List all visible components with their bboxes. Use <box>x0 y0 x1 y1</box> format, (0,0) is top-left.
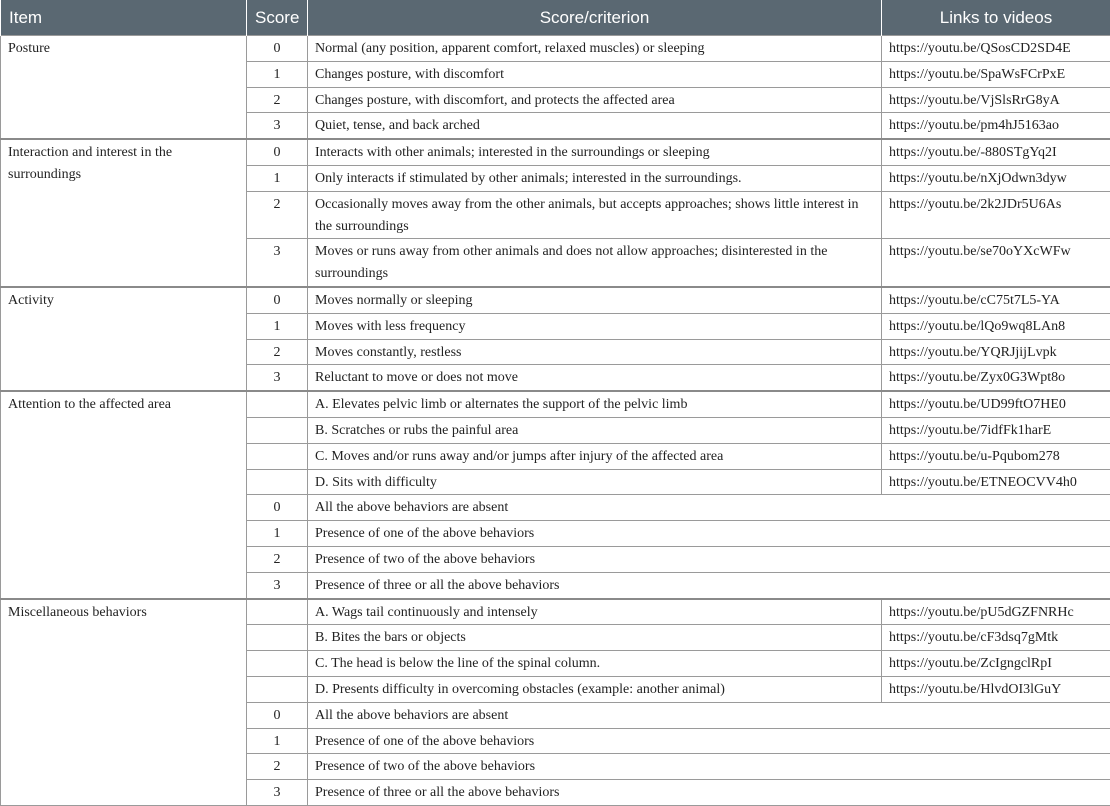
video-link[interactable]: https://youtu.be/cC75t7L5-YA <box>882 287 1110 313</box>
score-cell: 2 <box>247 191 308 239</box>
video-link[interactable]: https://youtu.be/lQo9wq8LAn8 <box>882 313 1110 339</box>
criterion-cell: Presence of three or all the above behaviors <box>308 780 1110 806</box>
video-link[interactable]: https://youtu.be/HlvdOI3lGuY <box>882 676 1110 702</box>
criterion-cell: All the above behaviors are absent <box>308 702 1110 728</box>
video-link[interactable]: https://youtu.be/pm4hJ5163ao <box>882 113 1110 139</box>
criterion-cell: Moves or runs away from other animals and does not allow approaches; disinterested in the surroundings <box>308 239 882 287</box>
score-cell: 3 <box>247 572 308 598</box>
video-link[interactable]: https://youtu.be/YQRJjijLvpk <box>882 339 1110 365</box>
score-cell: 1 <box>247 165 308 191</box>
criterion-cell: B. Scratches or rubs the painful area <box>308 417 882 443</box>
score-cell: 2 <box>247 87 308 113</box>
video-link[interactable]: https://youtu.be/VjSlsRrG8yA <box>882 87 1110 113</box>
criterion-cell: Only interacts if stimulated by other animals; interested in the surroundings. <box>308 165 882 191</box>
criterion-cell: Changes posture, with discomfort <box>308 61 882 87</box>
table-row <box>1 139 1110 165</box>
score-cell <box>247 625 308 651</box>
score-cell: 0 <box>247 495 308 521</box>
table-header <box>1 0 1110 36</box>
criterion-cell: A. Elevates pelvic limb or alternates the support of the pelvic limb <box>308 391 882 417</box>
video-link[interactable]: https://youtu.be/ETNEOCVV4h0 <box>882 469 1110 495</box>
criterion-cell: A. Wags tail continuously and intensely <box>308 599 882 625</box>
score-cell: 3 <box>247 239 308 287</box>
video-link[interactable]: https://youtu.be/cF3dsq7gMtk <box>882 625 1110 651</box>
score-cell: 0 <box>247 702 308 728</box>
criterion-cell: Changes posture, with discomfort, and protects the affected area <box>308 87 882 113</box>
score-cell: 0 <box>247 36 308 62</box>
score-cell: 1 <box>247 313 308 339</box>
item-cell: Interaction and interest in the surroundings <box>1 139 247 287</box>
score-cell <box>247 599 308 625</box>
criterion-cell: C. The head is below the line of the spinal column. <box>308 651 882 677</box>
score-cell: 3 <box>247 365 308 391</box>
score-cell <box>247 443 308 469</box>
score-cell: 1 <box>247 61 308 87</box>
header-row <box>1 0 1110 36</box>
table-row <box>1 287 1110 313</box>
table-body <box>1 36 1110 806</box>
criterion-cell: Presence of one of the above behaviors <box>308 521 1110 547</box>
column-header-criterion: Score/criterion <box>308 0 882 36</box>
video-link[interactable]: https://youtu.be/2k2JDr5U6As <box>882 191 1110 239</box>
score-cell: 3 <box>247 780 308 806</box>
criterion-cell: Presence of three or all the above behaviors <box>308 572 1110 598</box>
item-cell: Activity <box>1 287 247 391</box>
criterion-cell: Quiet, tense, and back arched <box>308 113 882 139</box>
criterion-cell: Occasionally moves away from the other animals, but accepts approaches; shows little interest in the surroundings <box>308 191 882 239</box>
video-link[interactable]: https://youtu.be/ZcIgngclRpI <box>882 651 1110 677</box>
video-link[interactable]: https://youtu.be/-880STgYq2I <box>882 139 1110 165</box>
criterion-cell: C. Moves and/or runs away and/or jumps after injury of the affected area <box>308 443 882 469</box>
criterion-cell: Presence of one of the above behaviors <box>308 728 1110 754</box>
video-link[interactable]: https://youtu.be/UD99ftO7HE0 <box>882 391 1110 417</box>
column-header-links: Links to videos <box>882 0 1110 36</box>
score-cell <box>247 417 308 443</box>
video-link[interactable]: https://youtu.be/u-Pqubom278 <box>882 443 1110 469</box>
criterion-cell: Moves normally or sleeping <box>308 287 882 313</box>
table-row <box>1 391 1110 417</box>
video-link[interactable]: https://youtu.be/7idfFk1harE <box>882 417 1110 443</box>
criterion-cell: Presence of two of the above behaviors <box>308 754 1110 780</box>
score-cell <box>247 651 308 677</box>
criterion-cell: Normal (any position, apparent comfort, relaxed muscles) or sleeping <box>308 36 882 62</box>
score-cell: 2 <box>247 754 308 780</box>
score-cell <box>247 676 308 702</box>
column-header-item: Item <box>1 0 247 36</box>
item-cell: Miscellaneous behaviors <box>1 599 247 806</box>
table-row <box>1 36 1110 62</box>
score-cell: 0 <box>247 139 308 165</box>
criterion-cell: Reluctant to move or does not move <box>308 365 882 391</box>
criterion-cell: D. Sits with difficulty <box>308 469 882 495</box>
score-cell <box>247 391 308 417</box>
item-cell: Attention to the affected area <box>1 391 247 598</box>
video-link[interactable]: https://youtu.be/QSosCD2SD4E <box>882 36 1110 62</box>
score-cell: 0 <box>247 287 308 313</box>
table-row <box>1 599 1110 625</box>
video-link[interactable]: https://youtu.be/Zyx0G3Wpt8o <box>882 365 1110 391</box>
video-link[interactable]: https://youtu.be/se70oYXcWFw <box>882 239 1110 287</box>
score-cell: 2 <box>247 546 308 572</box>
item-cell: Posture <box>1 36 247 140</box>
video-link[interactable]: https://youtu.be/SpaWsFCrPxE <box>882 61 1110 87</box>
criterion-cell: Moves with less frequency <box>308 313 882 339</box>
score-cell: 1 <box>247 728 308 754</box>
score-cell: 3 <box>247 113 308 139</box>
criterion-cell: B. Bites the bars or objects <box>308 625 882 651</box>
criterion-cell: Presence of two of the above behaviors <box>308 546 1110 572</box>
criterion-cell: All the above behaviors are absent <box>308 495 1110 521</box>
criterion-cell: Interacts with other animals; interested in the surroundings or sleeping <box>308 139 882 165</box>
score-cell <box>247 469 308 495</box>
column-header-score: Score <box>247 0 308 36</box>
video-link[interactable]: https://youtu.be/pU5dGZFNRHc <box>882 599 1110 625</box>
criterion-cell: Moves constantly, restless <box>308 339 882 365</box>
video-link[interactable]: https://youtu.be/nXjOdwn3dyw <box>882 165 1110 191</box>
score-cell: 1 <box>247 521 308 547</box>
criterion-cell: D. Presents difficulty in overcoming obstacles (example: another animal) <box>308 676 882 702</box>
score-cell: 2 <box>247 339 308 365</box>
